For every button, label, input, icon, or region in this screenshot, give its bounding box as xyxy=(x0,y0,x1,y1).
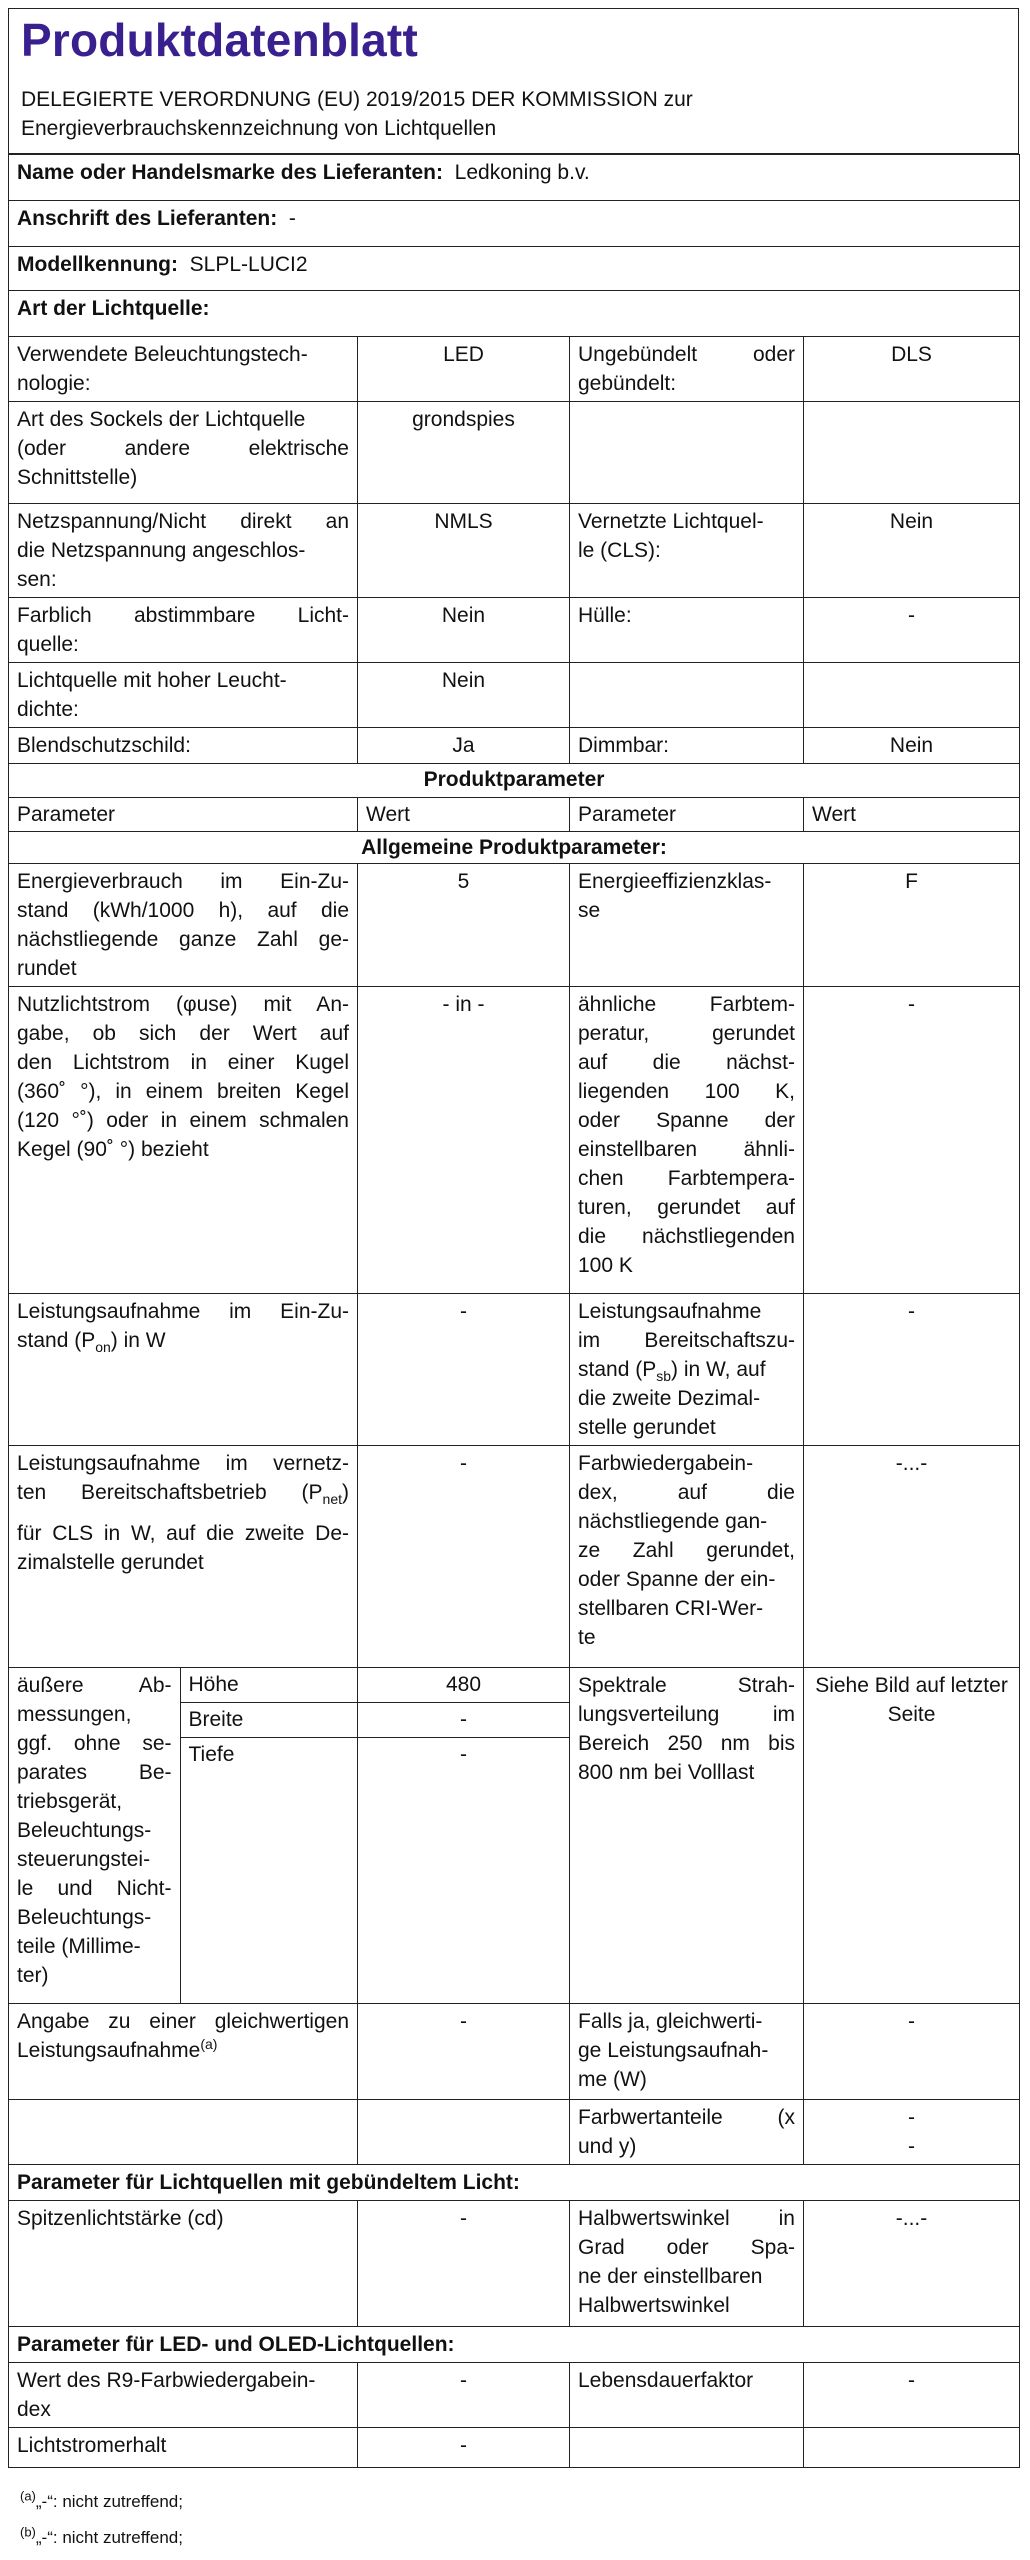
width-value: - xyxy=(358,1703,569,1738)
height-value: 480 xyxy=(358,1668,569,1703)
pnet-label xyxy=(17,1478,349,1507)
pon-label xyxy=(17,1326,349,1355)
energy-row xyxy=(9,864,1020,987)
led-title-row xyxy=(9,2327,1020,2363)
psb-label-text: ) in W, auf xyxy=(671,1358,766,1381)
spectral-label: 800 nm bei Volllast xyxy=(578,1761,755,1784)
mains-label: sen: xyxy=(17,568,57,591)
energy-label: rundet xyxy=(17,957,77,980)
on-mode-power-row xyxy=(9,1294,1020,1446)
subtitle-line: DELEGIERTE VERORDNUNG (EU) 2019/2015 DER KOMMISSION zur xyxy=(21,88,693,111)
equivalent-power-row xyxy=(9,2004,1020,2100)
dimensions-label: ter) xyxy=(17,1964,49,1987)
eec-label: Energieeffizienzklas- xyxy=(578,870,772,893)
tech-label: nologie: xyxy=(17,372,91,395)
peak-intensity-label: Spitzenlichtstärke (cd) xyxy=(9,2201,358,2327)
high-luminance-value: Nein xyxy=(358,663,570,728)
psb-label-text: stand (P xyxy=(578,1358,657,1381)
cls-value: Nein xyxy=(804,504,1020,598)
colour-tunable-row xyxy=(9,598,1020,663)
page-title: Produktdatenblatt xyxy=(21,14,418,66)
chromaticity-label: Farbwertanteile (x xyxy=(578,2106,795,2129)
footnote-marker: (b) xyxy=(20,2524,36,2540)
dimensions-label: Beleuchtungs- xyxy=(17,1819,152,1842)
socket-value: grondspies xyxy=(358,402,570,504)
spectral-label: Bereich 250 nm bis xyxy=(578,1732,795,1755)
cri-label: te xyxy=(578,1626,596,1649)
dimensions-row xyxy=(9,1668,1020,2004)
supplier-address-value: - xyxy=(288,207,296,230)
depth-label: Tiefe xyxy=(188,1743,235,1766)
footnote-text: „-“: nicht zutreffend; xyxy=(35,2528,183,2547)
directional-title-row xyxy=(9,2165,1020,2201)
supplier-name-value: Ledkoning b.v. xyxy=(454,161,590,184)
cct-label: 100 K xyxy=(578,1254,633,1277)
chromaticity-row xyxy=(9,2100,1020,2165)
beam-angle-label: Halbwertswinkel in xyxy=(578,2207,795,2230)
equiv-power-label: Falls ja, gleichwerti- xyxy=(578,2010,763,2033)
energy-label: nächstliegende ganze Zahl ge- xyxy=(17,928,349,951)
dimensions-label: steuerungstei- xyxy=(17,1848,151,1871)
flux-label: gabe, ob sich der Wert auf xyxy=(17,1022,349,1045)
energy-label: stand (kWh/1000 h), auf die xyxy=(17,899,349,922)
dimensions-label: Beleuchtungs- xyxy=(17,1906,152,1929)
psb-label: Leistungsaufnahme xyxy=(578,1300,762,1323)
dimensions-label: äußere Ab- xyxy=(17,1674,172,1697)
peak-intensity-value: - xyxy=(358,2201,570,2327)
lumen-maintenance-label: Lichtstromerhalt xyxy=(9,2428,358,2468)
cri-label: Farbwiedergabein- xyxy=(578,1452,754,1475)
colour-tunable-label: Farblich abstimmbare Licht- xyxy=(17,604,349,627)
general-params-row xyxy=(9,832,1020,864)
spectral-label: lungsverteilung im xyxy=(578,1703,795,1726)
pon-value: - xyxy=(358,1294,570,1446)
dimensions-label: triebsgerät, xyxy=(17,1790,123,1813)
dimmable-label: Dimmbar: xyxy=(570,728,804,764)
energy-label: Energieverbrauch im Ein-Zu- xyxy=(17,870,349,893)
r9-label: dex xyxy=(17,2398,51,2421)
dimensions-values xyxy=(358,1668,570,2004)
r9-row xyxy=(9,2363,1020,2428)
cri-value: -...- xyxy=(804,1446,1020,1668)
socket-label: Art des Sockels der Lichtquelle xyxy=(17,408,306,431)
tech-row xyxy=(9,337,1020,402)
flux-value: - in - xyxy=(358,987,570,1294)
socket-label: (oder andere elektrische xyxy=(17,437,349,460)
psb-value: - xyxy=(804,1294,1020,1446)
beam-angle-label: Halbwertswinkel xyxy=(578,2294,730,2317)
product-params-title: Produktparameter xyxy=(9,764,1020,798)
r9-value: - xyxy=(358,2363,570,2428)
dimensions-label: le und Nicht- xyxy=(17,1877,172,1900)
lumen-maintenance-value: - xyxy=(358,2428,570,2468)
spectral-label: Spektrale Strah- xyxy=(578,1674,795,1697)
pon-label: Leistungsaufnahme im Ein-Zu- xyxy=(17,1300,349,1323)
model-row xyxy=(9,247,1020,291)
dimensions-label: ggf. ohne se- xyxy=(17,1732,172,1755)
pnet-label: für CLS in W, auf die zweite De- xyxy=(17,1522,349,1545)
socket-label: Schnittstelle) xyxy=(17,466,138,489)
cct-label: einstellbaren ähnli- xyxy=(578,1138,795,1161)
mains-value: NMLS xyxy=(358,504,570,598)
supplier-name-row xyxy=(9,155,1020,201)
mains-label: die Netzspannung angeschlos- xyxy=(17,539,306,562)
cri-label: nächstliegende gan- xyxy=(578,1510,768,1533)
chromaticity-x-value: - xyxy=(908,2106,916,2129)
equiv-label: Angabe zu einer gleichwertigen xyxy=(17,2010,349,2033)
high-luminance-label: dichte: xyxy=(17,698,79,721)
survival-factor-value: - xyxy=(804,2363,1020,2428)
footnote-text: „-“: nicht zutreffend; xyxy=(35,2492,183,2511)
light-type-row xyxy=(9,291,1020,337)
pnet-label-text: ten Bereitschaftsbetrieb (P xyxy=(17,1481,323,1504)
survival-factor-label: Lebensdauerfaktor xyxy=(570,2363,804,2428)
socket-row xyxy=(9,402,1020,504)
regulation-subtitle xyxy=(21,85,1001,143)
chromaticity-y-value: - xyxy=(908,2135,916,2158)
mains-row xyxy=(9,504,1020,598)
bundled-label: gebündelt: xyxy=(578,372,677,395)
equiv-power-value: - xyxy=(804,2004,1020,2100)
supplier-address-label: Anschrift des Lieferanten: xyxy=(17,207,278,230)
cri-label: oder Spanne der ein- xyxy=(578,1568,776,1591)
equiv-label-text: Leistungsaufnahme xyxy=(17,2039,201,2062)
cct-label: liegenden 100 K, xyxy=(578,1080,795,1103)
col-header-value: Wert xyxy=(358,798,570,832)
high-luminance-label: Lichtquelle mit hoher Leucht- xyxy=(17,669,287,692)
equiv-power-label: me (W) xyxy=(578,2068,647,2091)
product-params-header-row xyxy=(9,764,1020,798)
general-params-title: Allgemeine Produktparameter: xyxy=(9,832,1020,864)
chromaticity-label: und y) xyxy=(578,2135,637,2158)
cls-label: Vernetzte Lichtquel- xyxy=(578,510,764,533)
cri-label: stellbaren CRI-Wer- xyxy=(578,1597,764,1620)
psb-label: die zweite Dezimal- xyxy=(578,1387,761,1410)
tech-value: LED xyxy=(358,337,570,402)
dimmable-value: Nein xyxy=(804,728,1020,764)
beam-angle-label: ne der einstellbaren xyxy=(578,2265,763,2288)
pon-label-text: stand (P xyxy=(17,1329,96,1352)
pnet-label: Leistungsaufnahme im vernetz- xyxy=(17,1452,349,1475)
dimensions-label: teile (Millime- xyxy=(17,1935,141,1958)
mains-label: Netzspannung/Nicht direkt an xyxy=(17,510,349,533)
eec-value: F xyxy=(804,864,1020,987)
cls-label: le (CLS): xyxy=(578,539,661,562)
equiv-value: - xyxy=(358,2004,570,2100)
footnote-a xyxy=(20,2484,183,2520)
equiv-label xyxy=(17,2036,349,2065)
column-header-row xyxy=(9,798,1020,832)
high-luminance-row xyxy=(9,663,1020,728)
beam-angle-value: -...- xyxy=(804,2201,1020,2327)
envelope-value: - xyxy=(804,598,1020,663)
eec-label: se xyxy=(578,899,601,922)
footnotes xyxy=(20,2484,183,2556)
col-header-parameter: Parameter xyxy=(9,798,358,832)
flux-label: (120 °˚) oder in einem schmalen xyxy=(17,1109,349,1132)
height-label: Höhe xyxy=(181,1668,358,1703)
r9-label: Wert des R9-Farbwiedergabein- xyxy=(17,2369,316,2392)
width-label: Breite xyxy=(181,1703,358,1738)
flux-label: (360˚ °), in einem breiten Kegel xyxy=(17,1080,349,1103)
col-header-parameter: Parameter xyxy=(570,798,804,832)
cct-value: - xyxy=(804,987,1020,1294)
flux-label: den Lichtstrom in einer Kugel xyxy=(17,1051,349,1074)
tech-label: Verwendete Beleuchtungstech- xyxy=(17,343,308,366)
cct-label: ähnliche Farbtem- xyxy=(578,993,795,1016)
cct-label: turen, gerundet auf xyxy=(578,1196,795,1219)
light-type-label: Art der Lichtquelle: xyxy=(9,291,1020,337)
beam-angle-label: Grad oder Spa- xyxy=(578,2236,795,2259)
model-label: Modellkennung: xyxy=(17,253,178,276)
pnet-label-text: ) xyxy=(342,1481,349,1504)
bundled-label: Ungebündelt oder xyxy=(578,343,795,366)
data-table xyxy=(8,154,1020,2468)
cct-label: chen Farbtempera- xyxy=(578,1167,795,1190)
footnote-marker: (a) xyxy=(20,2488,36,2504)
flux-row xyxy=(9,987,1020,1294)
subtitle-line: Energieverbrauchskennzeichnung von Lichtquellen xyxy=(21,117,497,140)
glare-value: Ja xyxy=(358,728,570,764)
psb-label: stelle gerundet xyxy=(578,1416,716,1439)
footnote-b xyxy=(20,2520,183,2556)
psb-label: im Bereitschaftszu- xyxy=(578,1329,795,1352)
peak-intensity-row xyxy=(9,2201,1020,2327)
supplier-address-row xyxy=(9,201,1020,247)
spectral-value: Siehe Bild auf letzter Seite xyxy=(804,1668,1020,2004)
cri-label: dex, auf die xyxy=(578,1481,795,1504)
networked-standby-row xyxy=(9,1446,1020,1668)
dimensions-label: parates Be- xyxy=(17,1761,172,1784)
flux-label: Nutzlichtstrom (φuse) mit An- xyxy=(17,993,349,1016)
dimensions-cell xyxy=(9,1668,358,2004)
pnet-subscript: net xyxy=(322,1491,342,1508)
pon-label-text: ) in W xyxy=(110,1329,166,1352)
lumen-maintenance-row xyxy=(9,2428,1020,2468)
equiv-power-label: ge Leistungsaufnah- xyxy=(578,2039,769,2062)
psb-subscript: sb xyxy=(656,1368,672,1385)
sheet-header xyxy=(8,8,1019,154)
envelope-label: Hülle: xyxy=(570,598,804,663)
depth-value: - xyxy=(460,1743,467,1766)
model-value: SLPL-LUCI2 xyxy=(189,253,308,276)
colour-tunable-label: quelle: xyxy=(17,633,79,656)
pon-subscript: on xyxy=(95,1339,111,1356)
dimensions-label: messungen, xyxy=(17,1703,132,1726)
psb-label xyxy=(578,1355,795,1384)
colour-tunable-value: Nein xyxy=(358,598,570,663)
cct-label: auf die nächst- xyxy=(578,1051,795,1074)
glare-label: Blendschutzschild: xyxy=(9,728,358,764)
supplier-name-label: Name oder Handelsmarke des Lieferanten: xyxy=(17,161,443,184)
bundled-value: DLS xyxy=(804,337,1020,402)
cct-label: oder Spanne der xyxy=(578,1109,795,1132)
pnet-label: zimalstelle gerundet xyxy=(17,1551,204,1574)
cct-label: die nächstliegenden xyxy=(578,1225,795,1248)
col-header-value: Wert xyxy=(804,798,1020,832)
glare-row xyxy=(9,728,1020,764)
energy-value: 5 xyxy=(358,864,570,987)
led-params-title: Parameter für LED- und OLED-Lichtquellen: xyxy=(9,2327,1020,2363)
directional-title: Parameter für Lichtquellen mit gebündeltem Licht: xyxy=(9,2165,1020,2201)
cct-label: peratur, gerundet xyxy=(578,1022,795,1045)
cri-label: ze Zahl gerundet, xyxy=(578,1539,795,1562)
flux-label: Kegel (90˚ °) bezieht xyxy=(17,1138,209,1161)
pnet-value: - xyxy=(358,1446,570,1668)
equiv-footnote-marker: (a) xyxy=(200,2036,218,2052)
